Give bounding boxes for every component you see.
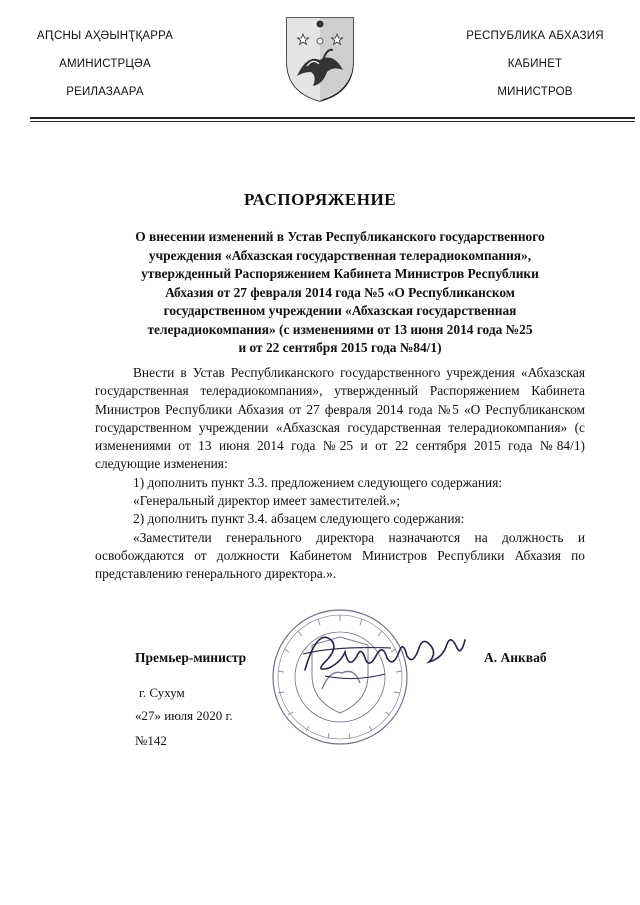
header-divider-thick: [30, 117, 635, 119]
header-right-line: КАБИНЕТ: [507, 58, 563, 70]
issue-date: «27» июля 2020 г.: [135, 708, 233, 723]
subject-line: телерадиокомпания» (с изменениями от 13 июня 2014 года №25: [147, 321, 533, 337]
issue-place: г. Сухум: [139, 685, 185, 700]
subject-line: Абхазия от 27 февраля 2014 года №5 «О Республиканском: [165, 284, 515, 300]
subject-line: О внесении изменений в Устав Республиканского государственного: [135, 229, 545, 244]
body-paragraph: Внести в Устав Республиканского государственного учреждения «Абхазская государственная телерадиокомпания», утвержденный Распоряжением Кабинета Министров Республики Абхазия от 27 февраля 2014 года №5 «О Республиканском государственном учреждении «Абхазская государственная телерадиокомпания» (с изменениями от 13 июня 2014 года №25 и от 22 сентября 2015 года №84/1) следующие изменения:: [95, 365, 585, 472]
body-paragraph: 1) дополнить пункт 3.3. предложением следующего содержания:: [133, 474, 503, 490]
document-number: №142: [135, 733, 167, 748]
header-left-line: РЕИЛАЗААРА: [66, 86, 144, 98]
handwritten-signature-icon: [295, 618, 470, 693]
body-paragraph: 2) дополнить пункт 3.4. абзацем следующего содержания:: [133, 511, 465, 527]
subject-line: учреждения «Абхазская государственная телерадиокомпания»,: [148, 247, 532, 263]
signer-name: А. Анкваб: [484, 650, 547, 665]
document-subject: [95, 228, 585, 358]
document-body: [95, 364, 585, 584]
subject-line: утвержденный Распоряжением Кабинета Министров Республики: [141, 266, 539, 281]
signer-position: Премьер-министр: [135, 650, 247, 665]
subject-line: государственном учреждении «Абхазская государственная: [163, 303, 517, 318]
header-left-block: [0, 22, 210, 106]
header-right-line: РЕСПУБЛИКА АБХАЗИЯ: [466, 30, 604, 42]
header-left-line: АԤСНЫ АҲӘЫНҬҚАРРА: [36, 30, 174, 42]
body-paragraph: «Генеральный директор имеет заместителей.»;: [133, 493, 401, 509]
state-emblem-icon: [283, 14, 357, 104]
header-right-block: [430, 22, 640, 106]
header-right-line: МИНИСТРОВ: [497, 86, 573, 98]
body-paragraph: «Заместители генерального директора назначаются на должность и освобождаются от должности Кабинетом Министров Республики Абхазия по представлению генерального директора.».: [95, 529, 585, 582]
document-title: РАСПОРЯЖЕНИЕ: [243, 190, 397, 209]
subject-line: и от 22 сентября 2015 года №84/1): [238, 340, 442, 355]
header-divider-thin: [30, 121, 635, 122]
header-left-line: АМИНИСТРЦӘА: [59, 58, 151, 70]
